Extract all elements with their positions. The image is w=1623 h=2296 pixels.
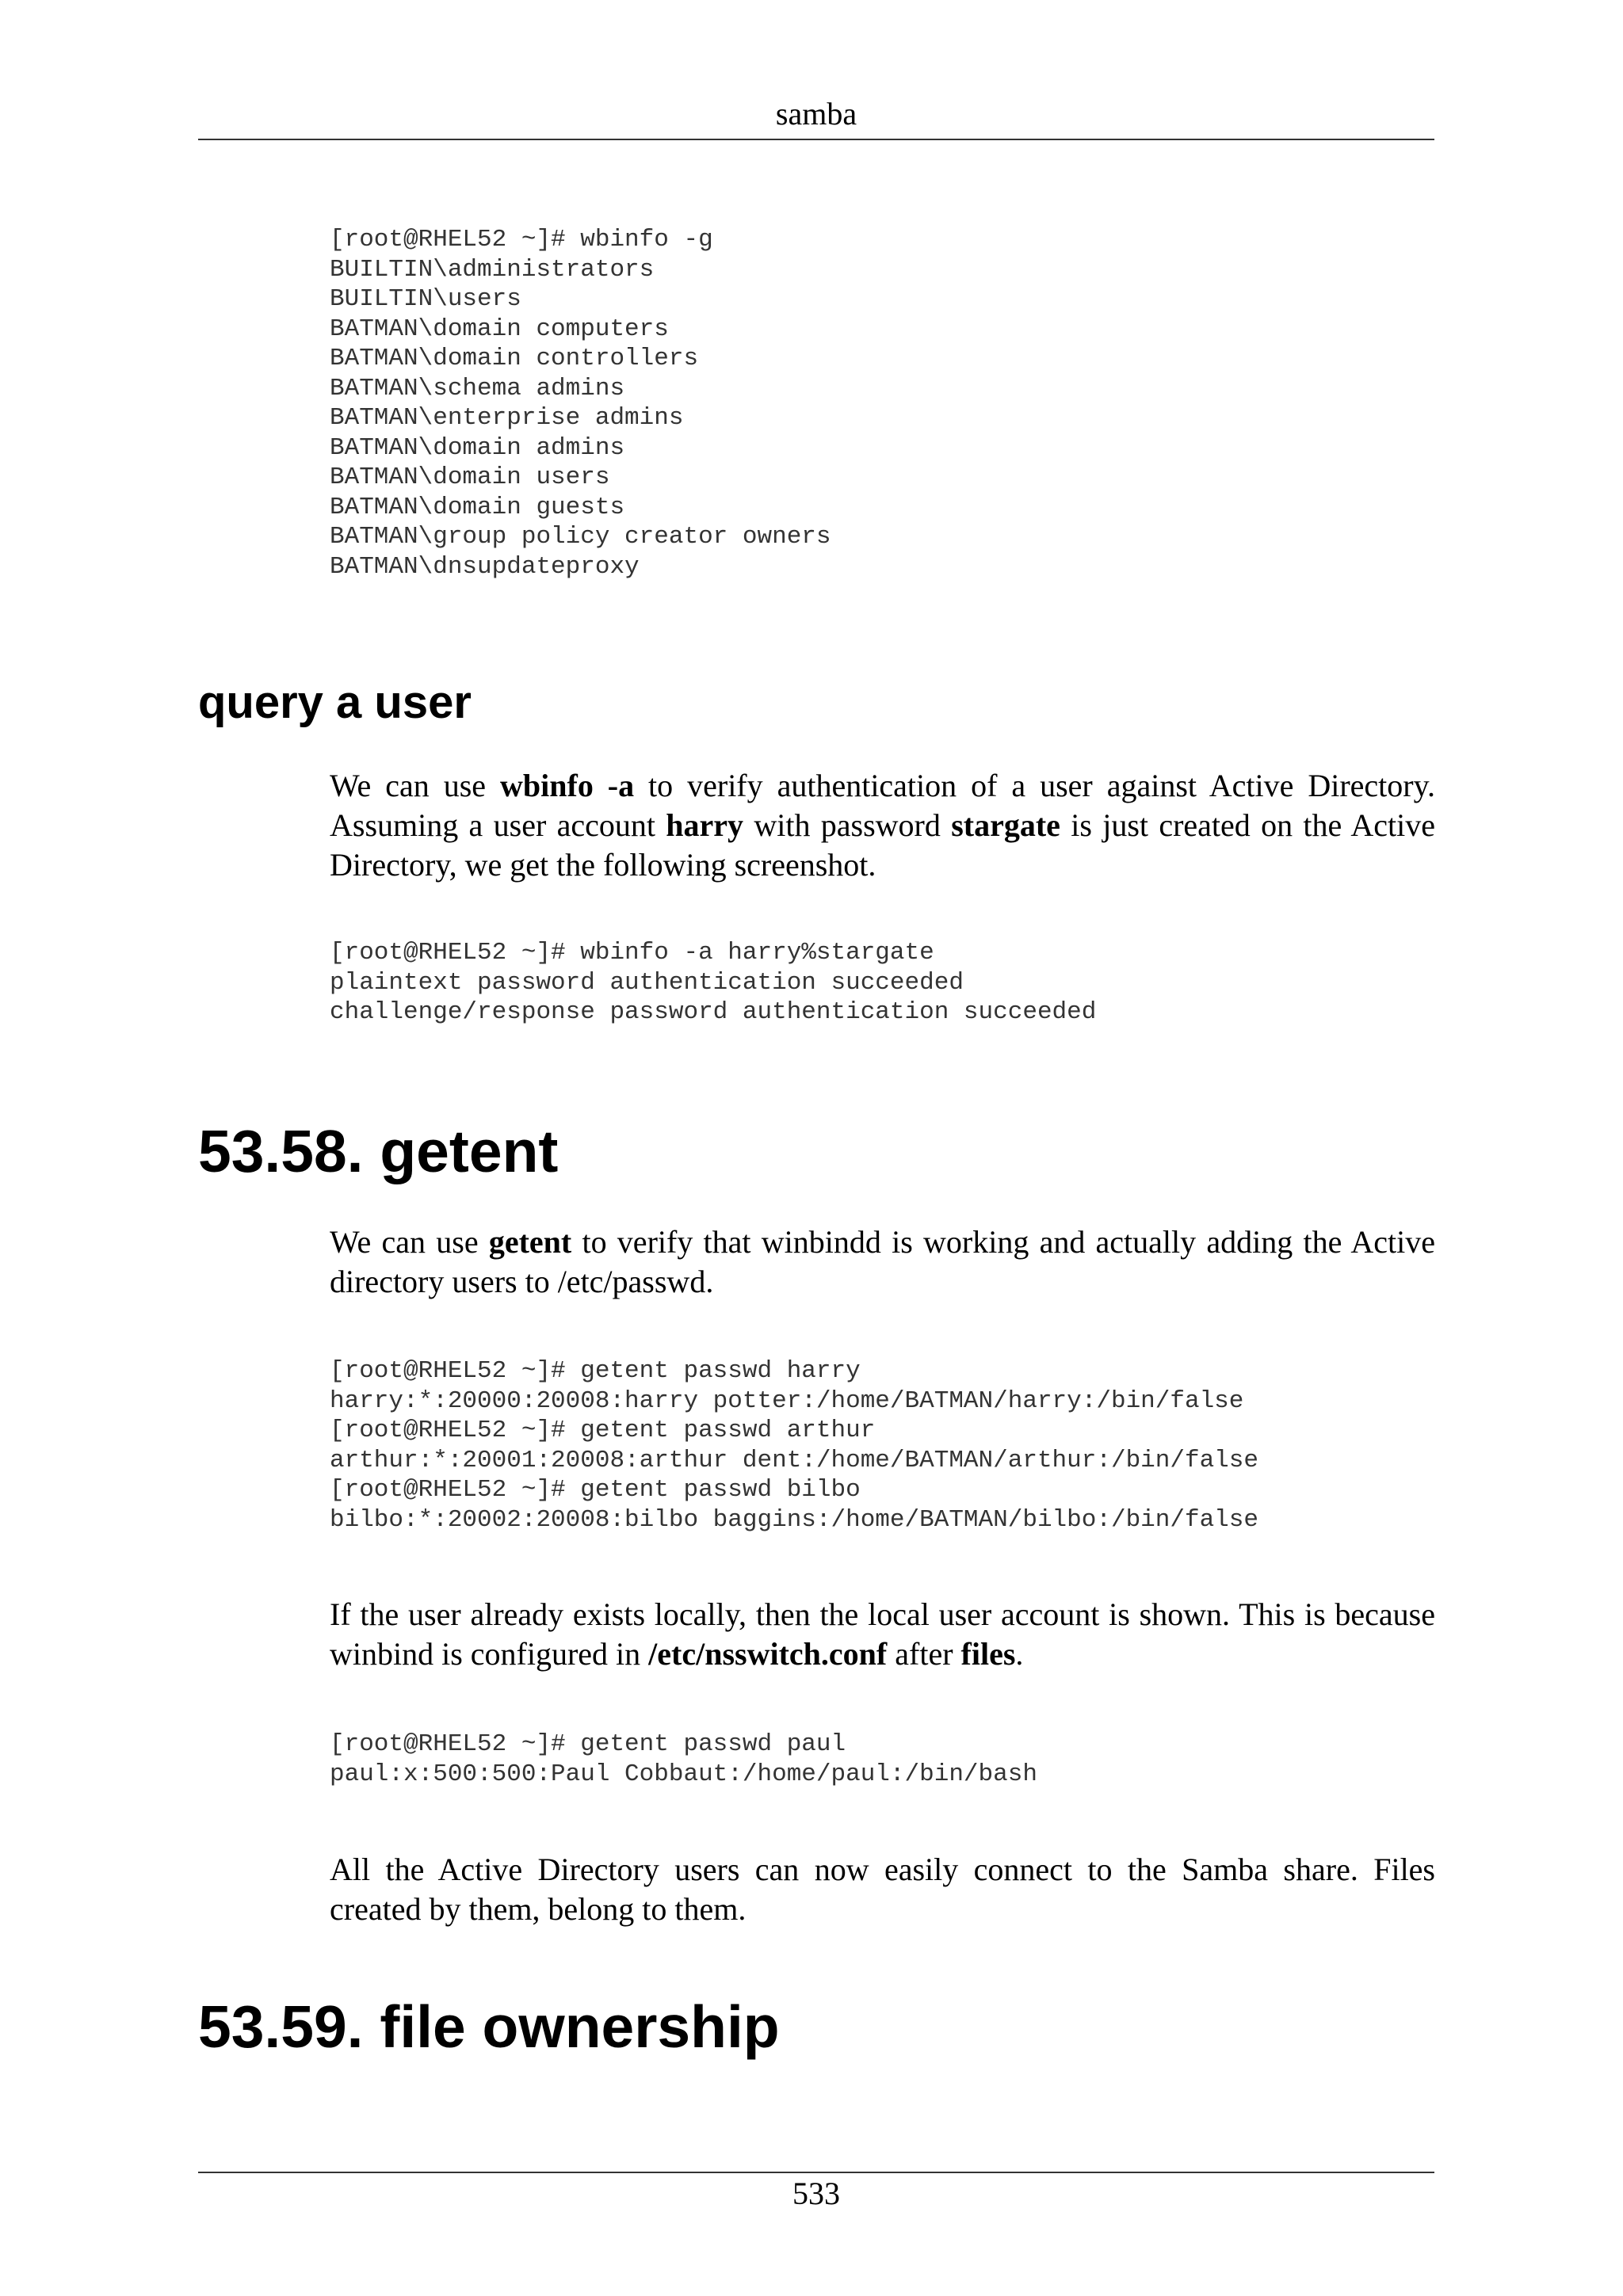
text: after xyxy=(887,1636,961,1672)
paragraph-local-user xyxy=(330,1595,1435,1674)
code-line: [root@RHEL52 ~]# getent passwd bilbo xyxy=(330,1476,861,1504)
code-line: paul:x:500:500:Paul Cobbaut:/home/paul:/bin/bash xyxy=(330,1760,1037,1788)
code-line: BATMAN\enterprise admins xyxy=(330,404,684,432)
code-line: [root@RHEL52 ~]# wbinfo -a harry%stargate xyxy=(330,939,934,967)
code-line: bilbo:*:20002:20008:bilbo baggins:/home/BATMAN/bilbo:/bin/false xyxy=(330,1505,1258,1534)
code-line: BATMAN\group policy creator owners xyxy=(330,523,831,551)
code-block-getent-passwd xyxy=(330,1356,1258,1535)
code-block-getent-local xyxy=(330,1730,1037,1789)
command-wbinfo-a: wbinfo -a xyxy=(500,768,635,803)
paragraph-query-user xyxy=(330,766,1435,885)
code-block-wbinfo-groups xyxy=(330,225,831,582)
paragraph-getent-intro xyxy=(330,1222,1435,1302)
code-line: BATMAN\dnsupdateproxy xyxy=(330,552,640,581)
page-number: 533 xyxy=(792,2176,840,2211)
text: to verify that winbindd is working and actually adding the Active directory users to /etc/passwd. xyxy=(330,1224,1435,1299)
code-line: harry:*:20000:20008:harry potter:/home/BATMAN/harry:/bin/false xyxy=(330,1386,1244,1415)
code-line: BATMAN\domain admins xyxy=(330,433,625,462)
code-line: [root@RHEL52 ~]# getent passwd arthur xyxy=(330,1417,876,1444)
text: is just created on the Active Directory, we get the following screenshot. xyxy=(330,807,1436,883)
code-line: BATMAN\domain controllers xyxy=(330,345,699,372)
text: If the user already exists locally, then the local user account is shown. This is because winbind is configured in xyxy=(330,1596,1435,1672)
text: . xyxy=(1015,1636,1024,1672)
text: with password xyxy=(743,807,952,843)
text: We can use xyxy=(330,768,500,803)
keyword-files: files xyxy=(960,1636,1016,1672)
section-heading-file-ownership: 53.59. file ownership xyxy=(198,1993,780,2060)
code-line: plaintext password authentication succeeded xyxy=(330,968,964,997)
code-line: arthur:*:20001:20008:arthur dent:/home/BATMAN/arthur:/bin/false xyxy=(330,1446,1258,1474)
text: We can use xyxy=(330,1224,489,1260)
section-heading-query-user: query a user xyxy=(198,677,472,728)
code-line: BUILTIN\users xyxy=(330,285,521,313)
username-harry: harry xyxy=(666,807,744,843)
code-line: BUILTIN\administrators xyxy=(330,255,655,284)
header-rule xyxy=(198,139,1434,140)
code-block-wbinfo-auth xyxy=(330,938,1096,1028)
code-line: BATMAN\domain guests xyxy=(330,493,625,521)
running-header: samba xyxy=(775,96,857,132)
paragraph-file-ownership-intro: All the Active Directory users can now easily connect to the Samba share. Files created by them, belong to them. xyxy=(330,1852,1435,1927)
code-line: [root@RHEL52 ~]# wbinfo -g xyxy=(330,226,713,254)
code-line: challenge/response password authentication succeeded xyxy=(330,998,1097,1026)
code-line: BATMAN\domain users xyxy=(330,463,610,491)
code-line: BATMAN\domain computers xyxy=(330,315,669,343)
password-stargate: stargate xyxy=(951,807,1060,843)
filename-nsswitch-conf: /etc/nsswitch.conf xyxy=(648,1636,888,1672)
section-heading-getent: 53.58. getent xyxy=(198,1118,559,1184)
code-line: BATMAN\schema admins xyxy=(330,374,625,402)
command-getent: getent xyxy=(488,1224,572,1260)
code-line: [root@RHEL52 ~]# getent passwd harry xyxy=(330,1357,861,1385)
text: to verify authentication of a user against Active Directory. Assuming a user account xyxy=(330,768,1435,843)
code-line: [root@RHEL52 ~]# getent passwd paul xyxy=(330,1730,846,1758)
